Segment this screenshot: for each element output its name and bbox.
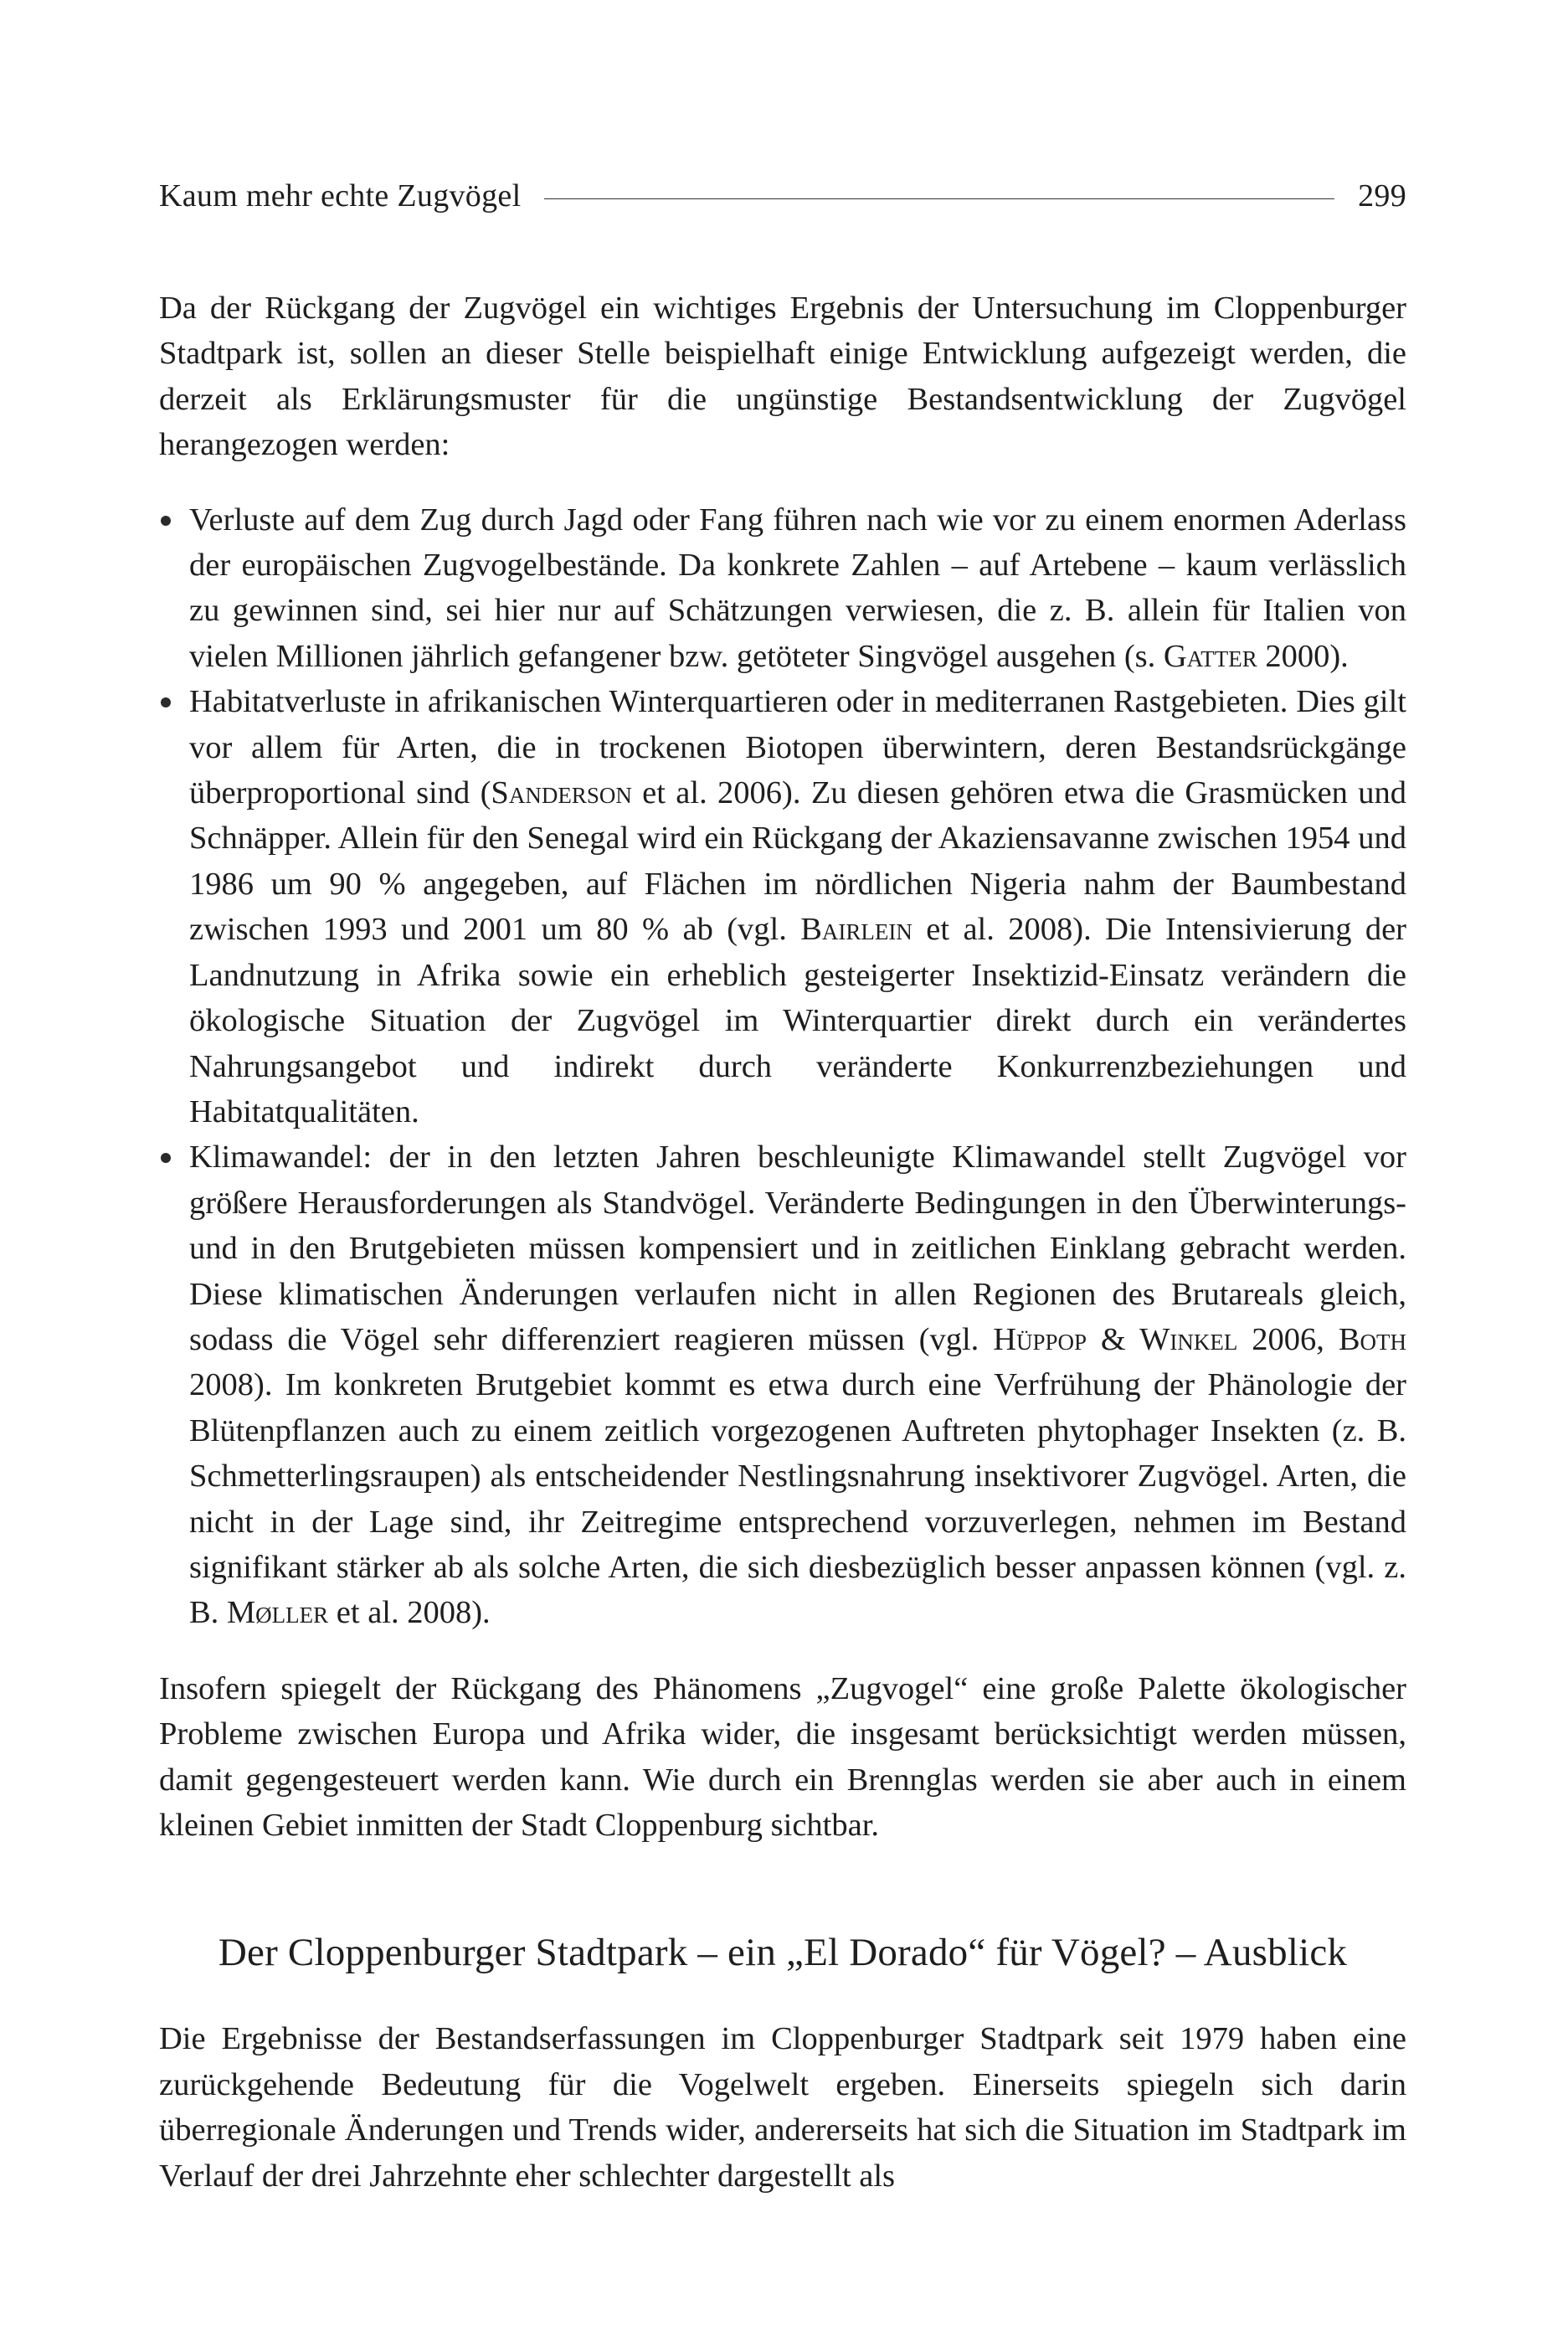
citation-author: Sanderson xyxy=(491,775,632,811)
bullet-text: et al. 2008). Die Intensivierung der Landnutzung in Afrika sowie ein erheblich gesteigerter Insektizid-Einsatz verändern die ökologische Situation der Zugvögel im Winterquartier direkt durch ein verändertes Nahrungsangebot und indirekt durch veränderte Konkurrenzbeziehungen und Habitatqualitäten. xyxy=(189,912,1406,1129)
bullet-text: 2006, xyxy=(1237,1321,1339,1357)
bullet-text: et al. 2008). xyxy=(328,1595,491,1631)
running-head xyxy=(159,180,1406,212)
bullet-list xyxy=(159,497,1406,1636)
citation-author: Bairlein xyxy=(800,912,913,948)
bullet-text: Habitatverluste in afrikanischen Winterquartieren oder in mediterranen Rastgebieten. Dies gilt vor allem für Arten, die in trockenen Biotopen überwintern, deren Bestandsrückgänge überproportional sind ( xyxy=(189,684,1406,811)
bullet-text: Verluste auf dem Zug durch Jagd oder Fang führen nach wie vor zu einem enormen Aderlass der europäischen Zugvogelbestände. Da konkrete Zahlen – auf Artebene – kaum verlässlich zu gewinnen sind, sei hier nur auf Schätzungen verwiesen, die z. B. allein für Italien von vielen Millionen jährlich gefangener bzw. getöteter Singvögel ausgehen (s. xyxy=(189,502,1406,674)
running-title: Kaum mehr echte Zugvögel xyxy=(159,178,522,214)
section-heading: Der Cloppenburger Stadtpark – ein „El Dorado“ für Vögel? – Ausblick xyxy=(218,1931,1348,1975)
closing-paragraph: Insofern spiegelt der Rückgang des Phänomens „Zugvogel“ eine große Palette ökologischer Probleme zwischen Europa und Afrika wider, die insgesamt berücksichtigt werden müssen, damit gegengesteuert werden kann. Wie durch ein Brennglas werden sie aber auch in einem kleinen Gebiet inmitten der Stadt Cloppenburg sichtbar. xyxy=(159,1670,1406,1843)
book-page xyxy=(159,180,1406,2199)
bullet-text: 2000). xyxy=(1257,638,1349,674)
bullet-text: et al. 2006). Zu diesen gehören etwa die Grasmücken und Schnäpper. Allein für den Senegal wird ein Rückgang der Akaziensavanne zwischen 1954 und 1986 um 90 % angegeben, auf Flächen im nördlichen Nigeria nahm der Baumbestand zwischen 1993 und 2001 um 80 % ab (vgl. xyxy=(189,775,1406,948)
bullet-item-climate-change xyxy=(159,1134,1406,1635)
citation-author: Both xyxy=(1338,1321,1407,1357)
bullet-item-hunting xyxy=(159,497,1406,680)
citation-author: Gatter xyxy=(1163,638,1257,674)
citation-author: Møller xyxy=(226,1595,329,1631)
citation-author: Hüppop & Winkel xyxy=(993,1321,1238,1357)
bullet-item-habitat-loss xyxy=(159,679,1406,1134)
header-rule xyxy=(544,198,1334,199)
body-text xyxy=(159,286,1406,2199)
page-number: 299 xyxy=(1358,178,1406,214)
section-paragraph: Die Ergebnisse der Bestandserfassungen im Cloppenburger Stadtpark seit 1979 haben eine zurückgehende Bedeutung für die Vogelwelt ergeben. Einerseits spiegeln sich darin überregionale Änderungen und Trends wider, andererseits hat sich die Situation im Stadtpark im Verlauf der drei Jahrzehnte eher schlechter dargestellt als xyxy=(159,2021,1406,2194)
intro-paragraph: Da der Rückgang der Zugvögel ein wichtiges Ergebnis der Untersuchung im Cloppenburger Stadtpark ist, sollen an dieser Stelle beispielhaft einige Entwicklung aufgezeigt werden, die derzeit als Erklärungsmuster für die ungünstige Bestandsentwicklung der Zugvögel herangezogen werden: xyxy=(159,291,1406,463)
bullet-text: Klimawandel: der in den letzten Jahren beschleunigte Klimawandel stellt Zugvögel vor größere Herausforderungen als Standvögel. Veränderte Bedingungen in den Überwinterungs- und in den Brutgebieten müssen kompensiert und in zeitlichen Einklang gebracht werden. Diese klimatischen Änderungen verlaufen nicht in allen Regionen des Brutareals gleich, sodass die Vögel sehr differenziert reagieren müssen (vgl. xyxy=(189,1140,1406,1357)
bullet-text: 2008). Im konkreten Brutgebiet kommt es etwa durch eine Verfrühung der Phänologie der Blütenpflanzen auch zu einem zeitlich vorgezogenen Auftreten phytophager Insekten (z. B. Schmetterlingsraupen) als entscheidender Nestlingsnahrung insektivorer Zugvögel. Arten, die nicht in der Lage sind, ihr Zeitregime entsprechend vorzuverlegen, nehmen im Bestand signifikant stärker ab als solche Arten, die sich diesbezüglich besser anpassen können (vgl. z. B. xyxy=(189,1367,1406,1631)
